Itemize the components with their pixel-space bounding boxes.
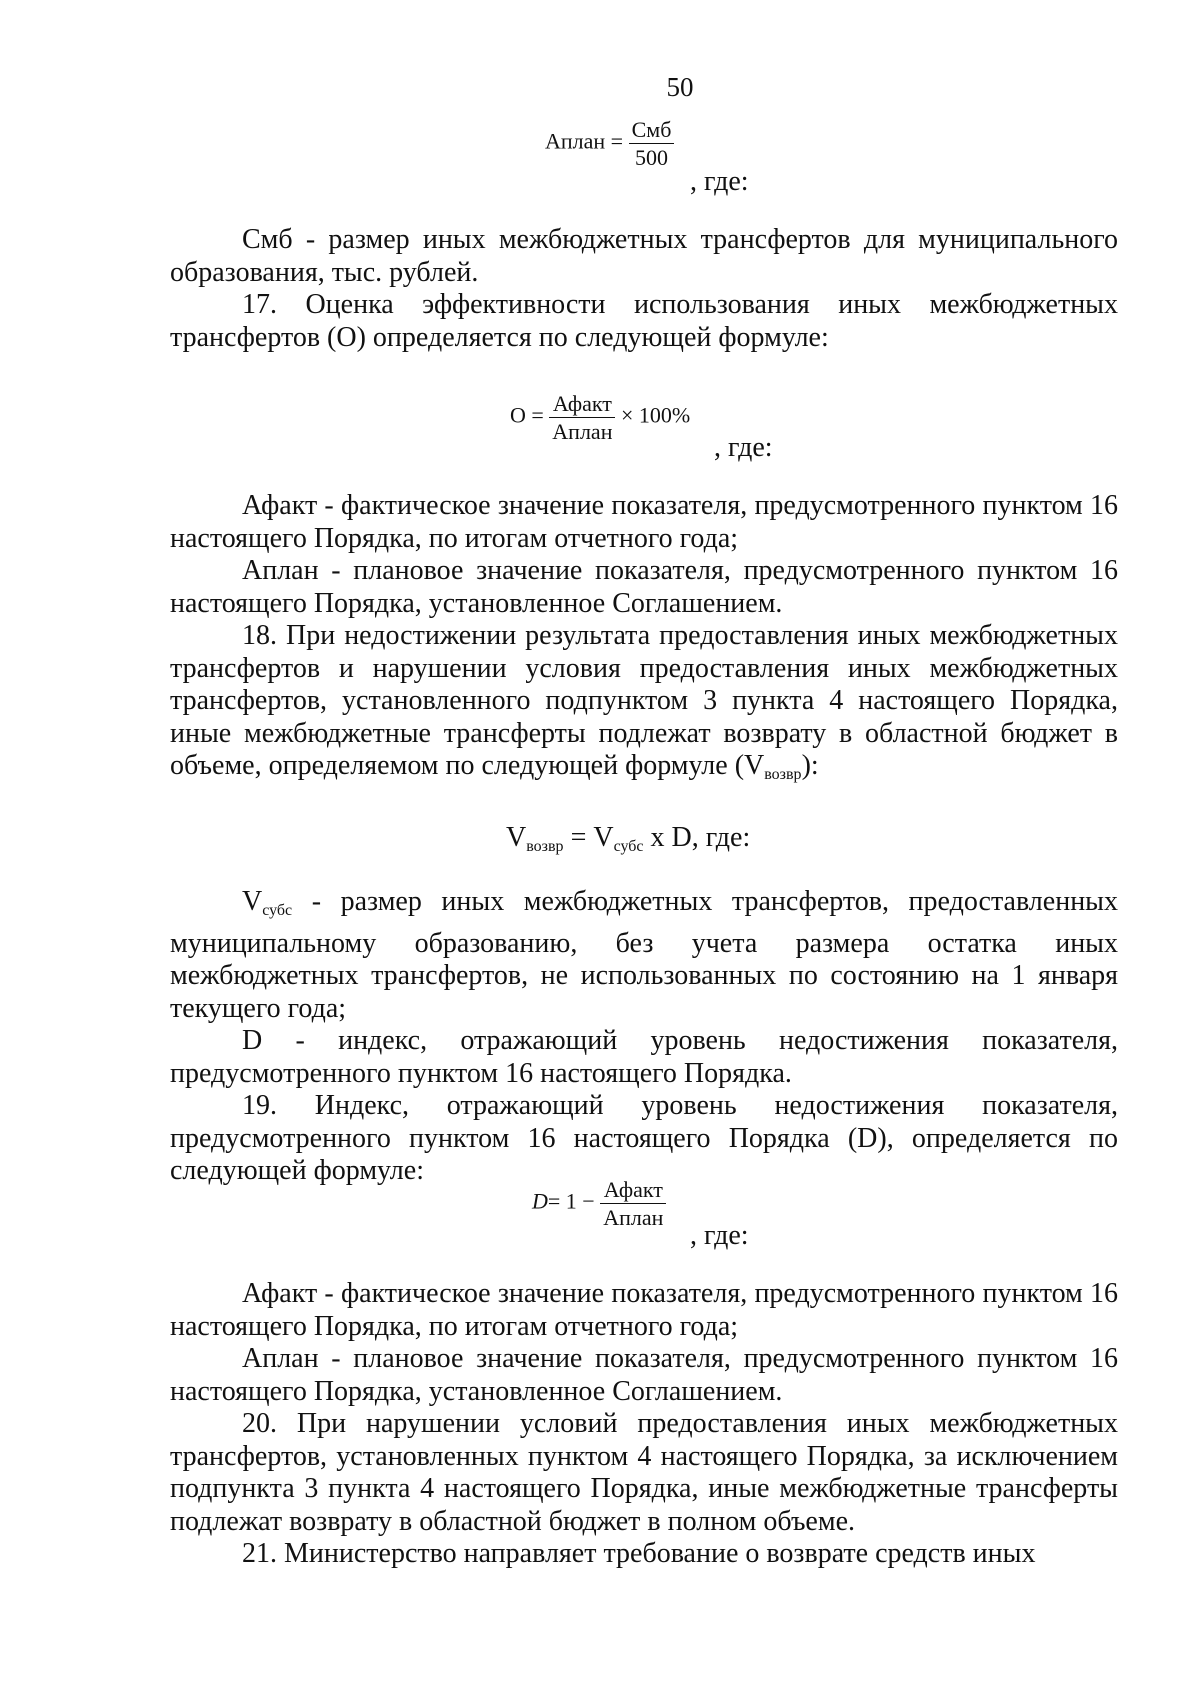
formula-o-lhs: O = bbox=[510, 402, 544, 428]
formula-o bbox=[510, 392, 690, 443]
formula-aplan-fraction bbox=[629, 118, 675, 169]
formula-v-v2-sub: субс bbox=[613, 838, 644, 855]
paragraph-18-sub: возвр bbox=[764, 766, 802, 783]
formula-aplan-suffix: , где: bbox=[690, 166, 749, 197]
formula-o-multiplier: × 100% bbox=[620, 402, 691, 428]
formula-d-var: D bbox=[532, 1188, 548, 1214]
paragraph-afakt-1: Афакт - фактическое значение показателя, предусмотренного пунктом 16 настоящего Порядка, по итогам отчетного года; bbox=[170, 490, 1118, 554]
paragraph-18-end: ): bbox=[801, 750, 819, 781]
paragraph-vsubs-sub: субс bbox=[262, 902, 293, 919]
formula-d-fraction bbox=[600, 1178, 666, 1229]
formula-d-denominator: Аплан bbox=[603, 1205, 664, 1231]
text-block-4 bbox=[170, 1278, 1118, 1571]
paragraph-d: D - индекс, отражающий уровень недостижения показателя, предусмотренного пунктом 16 настоящего Порядка. bbox=[170, 1025, 1118, 1089]
formula-o-numerator: Афакт bbox=[549, 392, 615, 418]
formula-d-rest: = 1 − bbox=[547, 1188, 595, 1214]
paragraph-18 bbox=[170, 620, 1118, 792]
paragraph-17: 17. Оценка эффективности использования иных межбюджетных трансфертов (О) определяется по следующей формуле: bbox=[170, 289, 1118, 353]
formula-o-suffix: , где: bbox=[714, 432, 773, 463]
formula-aplan-numerator: Смб bbox=[629, 118, 675, 144]
paragraph-21: 21. Министерство направляет требование о возврате средств иных bbox=[242, 1538, 1036, 1569]
formula-aplan-lhs: Аплан = bbox=[545, 128, 624, 154]
paragraph-afakt-2: Афакт - фактическое значение показателя, предусмотренного пунктом 16 настоящего Порядка, по итогам отчетного года; bbox=[170, 1278, 1118, 1342]
formula-v-v1: V bbox=[506, 822, 527, 853]
text-block-2 bbox=[170, 490, 1118, 792]
paragraph-20: 20. При нарушении условий предоставления иных межбюджетных трансфертов, установленных пунктом 4 настоящего Порядка, за исключением подпункта 3 пункта 4 настоящего Порядка, иные межбюджетные трансферты подлежат возврату в областной бюджет в полном объеме. bbox=[170, 1408, 1118, 1537]
formula-v-eq: = V bbox=[563, 822, 614, 853]
paragraph-18-main: 18. При недостижении результата предоставления иных межбюджетных трансфертов и нарушении условия предоставления иных межбюджетных трансфертов, установленного подпунктом 3 пункта 4 настоящего Порядка, иные межбюджетные трансферты подлежат возврату в областной бюджет в объеме, определяемом по следующей формуле (V bbox=[170, 620, 1118, 781]
formula-aplan bbox=[545, 118, 674, 169]
text-block-3 bbox=[170, 886, 1118, 1188]
paragraph-smb: Смб - размер иных межбюджетных трансфертов для муниципального образования, тыс. рублей. bbox=[170, 224, 1118, 288]
paragraph-vsubs-v: V bbox=[242, 886, 263, 917]
paragraph-aplan-1: Аплан - плановое значение показателя, предусмотренного пунктом 16 настоящего Порядка, установленное Соглашением. bbox=[170, 555, 1118, 619]
formula-v bbox=[506, 822, 750, 856]
paragraph-vsubs bbox=[170, 886, 1118, 1025]
paragraph-vsubs-text: - размер иных межбюджетных трансфертов, предоставленных муниципальному образованию, без учета размера остатка иных межбюджетных трансфертов, не использованных по состоянию на 1 января текущего года; bbox=[170, 886, 1118, 1024]
formula-v-v1-sub: возвр bbox=[526, 838, 564, 855]
paragraph-19: 19. Индекс, отражающий уровень недостижения показателя, предусмотренного пунктом 16 настоящего Порядка (D), определяется по следующей формуле: bbox=[170, 1090, 1118, 1186]
formula-v-rest: x D, где: bbox=[643, 822, 751, 853]
paragraph-aplan-2: Аплан - плановое значение показателя, предусмотренного пунктом 16 настоящего Порядка, установленное Соглашением. bbox=[170, 1343, 1118, 1407]
text-block-1 bbox=[170, 224, 1118, 354]
formula-o-fraction bbox=[549, 392, 615, 443]
formula-o-denominator: Аплан bbox=[552, 419, 613, 445]
formula-d-suffix: , где: bbox=[690, 1220, 749, 1251]
formula-d-numerator: Афакт bbox=[600, 1178, 666, 1204]
page-number: 50 bbox=[666, 72, 694, 102]
formula-d bbox=[532, 1178, 666, 1229]
formula-aplan-denominator: 500 bbox=[634, 145, 668, 171]
